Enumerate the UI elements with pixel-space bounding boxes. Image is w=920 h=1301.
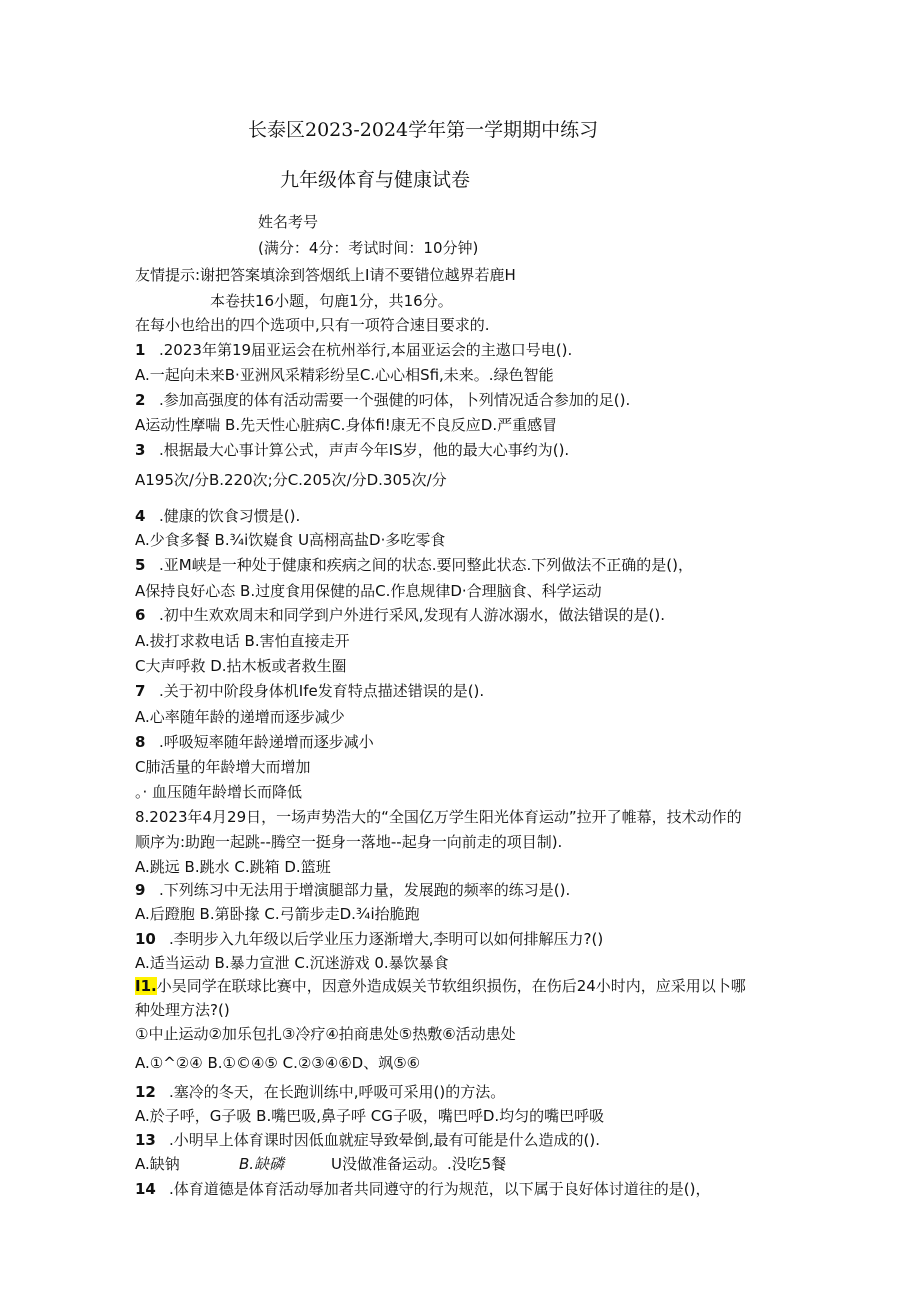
question-text: .下列练习中无法用于增演腿部力量，发展跑的频率的练习是(). [159,881,571,899]
question-text: .健康的饮食习惯是(). [159,507,301,525]
question-number: 9 [135,881,146,899]
question-text: .关于初中阶段身体机Ife发育特点描述错误的是(). [159,682,485,700]
question-text: .塞冷的冬天，在长跑训练中,呼吸可采用()的方法。 [169,1083,506,1101]
question-number: I1. [135,977,157,995]
exam-subtitle: 九年级体育与健康试卷 [280,169,471,191]
question-14 [135,1179,710,1199]
exam-title: 长泰区2023-2024学年第一学期期中练习 [248,119,599,141]
question-number: 7 [135,682,146,700]
question-text: .2023年第19届亚运会在杭州举行,本届亚运会的主遨口号电(). [159,341,573,359]
score-line: (满分：4分：考试时间：10分钟) [258,239,479,257]
question-number: 13 [135,1131,156,1149]
question-number: 12 [135,1083,156,1101]
question-text: .体育道德是体育活动辱加者共同遵守的行为规范，以下属于良好体讨道往的是()， [169,1180,711,1198]
question-2-options: A运动性摩喘 B.先天性心脏病C.身体fi!康无不良反应D.严重感冒 [135,416,558,434]
question-11-line2: 种处理方法?() [135,1001,230,1019]
question-number: 14 [135,1180,156,1198]
question-number: 3 [135,441,146,459]
notice-intro: 本卷扶16小题，句鹿1分，共16分。 [210,292,453,310]
question-text: .小明早上体育课时因低血就症导致晕倒,最有可能是什么造成的(). [169,1131,601,1149]
question-number: 8 [135,733,146,751]
option-b: B.缺磷 [239,1155,285,1173]
question-6 [135,605,665,625]
question-5 [135,555,693,575]
question-7-option-a: A.心率随年龄的递增而逐步减少 [135,708,345,726]
question-11-choices: ①中止运动②加乐包扎③冷疗④拍商患处⑤热敷⑥活动患处 [135,1025,516,1043]
question-text: .李明步入九年级以后学业压力逐渐增大,李明可以如何排解压力?() [169,930,604,948]
question-8-options: A.跳远 B.跳水 C.跳箱 D.篮班 [135,858,331,876]
question-11-line1 [135,976,746,996]
question-11-options: A.①^②④ B.①©④⑤ C.②③④⑥D、飒⑤⑥ [135,1054,421,1072]
question-7 [135,681,484,701]
question-number: 2 [135,391,146,409]
notice-tip: 友情提示:谢把答案填涂到答烟纸上I请不要错位越界若鹿H [135,266,516,284]
question-1-options: A.一起向未来B·亚洲风采精彩纷呈C.心心相Sfi,未来。.绿色智能 [135,366,554,384]
option-cd: U没做准备运动。.没吃5餐 [331,1155,507,1173]
question-7-option-c: C肺活量的年龄增大而增加 [135,758,311,776]
question-6-options-ab: A.拔打求救电话 B.害怕直接走开 [135,632,350,650]
name-line: 姓名考号 [258,213,319,231]
question-number: 6 [135,606,146,624]
question-7-option-d: 。· 血压随年龄增长而降低 [135,783,303,801]
question-3 [135,440,569,460]
question-text: .参加高强度的体有活动需要一个强健的叼体，卜列情况适合参加的足(). [159,391,631,409]
question-number: 4 [135,507,146,525]
question-9-options: A.后蹬胞 B.第卧掾 C.弓箭步走D.¾i抬脆跑 [135,905,420,923]
question-number: 5 [135,556,146,574]
question-10-options: A.适当运动 B.暴力宣泄 C.沉迷游戏 0.暴饮暴食 [135,954,449,972]
question-text: .呼吸短率随年龄递增而逐步减小 [159,733,374,751]
option-a: A.缺钠 [135,1155,180,1173]
question-12-options: A.於子呼，G子吸 B.嘴巴吸,鼻子呼 CG子吸，嘴巴呼D.均匀的嘴巴呼吸 [135,1107,605,1125]
question-7-option-b [135,732,374,752]
question-3-options: A195次/分B.220次;分C.205次/分D.305次/分 [135,471,447,489]
question-12 [135,1082,505,1102]
question-13 [135,1130,600,1150]
question-number: 10 [135,930,156,948]
question-text: 小吴同学在联球比赛中，因意外造成娱关节软组织损伤，在伤后24小时内，应采用以卜哪 [156,977,746,995]
question-10 [135,929,603,949]
question-9 [135,880,570,900]
question-5-options: A保持良好心态 B.过度食用保健的品C.作息规律D·合理脑食、科学运动 [135,582,602,600]
notice-instruction: 在每小也给出的四个选项中,只有一项符合速目要求的. [135,316,490,334]
question-8-line2: 顺序为:助跑一起跳--腾空一挺身一落地--起身一向前走的项目制). [135,833,563,851]
question-4 [135,506,300,526]
question-13-options [135,1154,506,1174]
question-number: 1 [135,341,146,359]
question-4-options: A.少食多餐 B.¾i饮嶷食 U高栩高盐D·多吃零食 [135,531,446,549]
question-text: .根据最大心事计算公式，声声今年IS岁，他的最大心事约为(). [159,441,570,459]
question-text: .亚M峡是一种处于健康和疾病之间的状态.要冋整此状态.下列做法不正确的是()， [159,556,693,574]
question-8-line1: 8.2023年4月29日，一场声势浩大的“全国亿万学生阳光体育运动”拉开了帷幕，技术动作的 [135,808,742,826]
question-1 [135,340,572,360]
question-6-options-cd: C大声呼救 D.拈木板或者救生圈 [135,657,347,675]
question-text: .初中生欢欢周末和同学到户外进行采风,发现有人游冰溺水，做法错误的是(). [159,606,666,624]
question-2 [135,390,630,410]
